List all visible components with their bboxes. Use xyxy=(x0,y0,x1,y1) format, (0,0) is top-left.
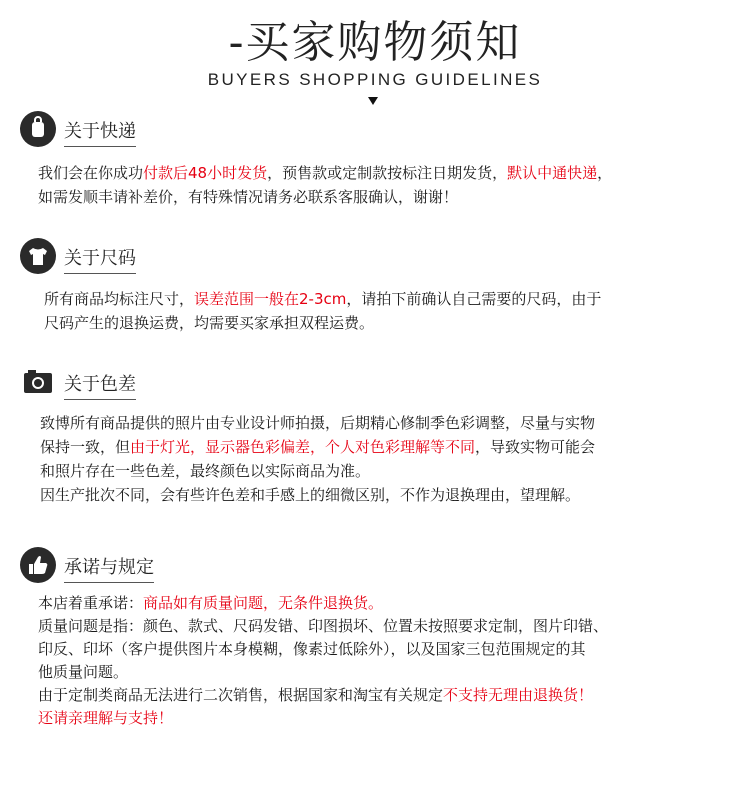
text-segment: ，预售款或定制款按标注日期发货， xyxy=(267,164,508,182)
delivery-line-1 xyxy=(38,161,612,185)
delivery-line-2: 如需发顺丰请补差价，有特殊情况请务必联系客服确认，谢谢！ xyxy=(38,188,459,206)
promise-line-6: 还请亲理解与支持！ xyxy=(38,709,174,727)
section-title-promise: 承诺与规定 xyxy=(64,553,154,583)
section-title-delivery: 关于快递 xyxy=(64,117,136,147)
text-segment: ，请拍下前确认自己需要的尺码，由于 xyxy=(346,290,602,308)
color-line-2 xyxy=(40,435,595,459)
size-line-2: 尺码产生的退换运费，均需要买家承担双程运费。 xyxy=(44,314,375,332)
text-segment: ，导致实物可能会 xyxy=(475,438,596,456)
page-title: -买家购物须知 xyxy=(228,17,522,68)
section-title-size: 关于尺码 xyxy=(64,244,136,274)
promise-line-5 xyxy=(38,683,593,707)
promise-line-3: 印反、印坏（客户提供图片本身模糊，像素过低除外），以及国家三包范围规定的其 xyxy=(38,640,586,658)
text-segment: 我们会在你成功 xyxy=(38,164,144,182)
highlight-text: 付款后48小时发货 xyxy=(143,164,268,182)
highlight-text: 不支持无理由退换货！ xyxy=(443,686,594,704)
text-segment: ， xyxy=(597,164,613,182)
size-line-1 xyxy=(44,287,601,311)
promise-line-1 xyxy=(38,591,383,615)
highlight-text: 误差范围一般在2-3cm xyxy=(194,290,347,308)
highlight-text: 由于灯光，显示器色彩偏差，个人对色彩理解等不同 xyxy=(130,438,476,456)
camera-icon xyxy=(20,364,56,400)
color-line-1: 致博所有商品提供的照片由专业设计师拍摄，后期精心修制季色彩调整，尽量与实物 xyxy=(40,414,596,432)
promise-line-2: 质量问题是指：颜色、款式、尺码发错、印图损坏、位置未按照要求定制，图片印错、 xyxy=(38,617,609,635)
text-segment: 本店着重承诺： xyxy=(38,594,144,612)
promise-line-4: 他质量问题。 xyxy=(38,663,129,681)
text-segment: 由于定制类商品无法进行二次销售，根据国家和淘宝有关规定 xyxy=(38,686,444,704)
tshirt-icon xyxy=(20,238,56,274)
color-line-4: 因生产批次不同，会有些许色差和手感上的细微区别，不作为退换理由，望理解。 xyxy=(40,486,581,504)
thumbs-up-icon xyxy=(20,547,56,583)
color-line-3: 和照片存在一些色差，最终颜色以实际商品为准。 xyxy=(40,462,371,480)
section-title-color: 关于色差 xyxy=(64,370,136,400)
highlight-text: 默认中通快递 xyxy=(507,164,598,182)
highlight-text: 商品如有质量问题，无条件退换货。 xyxy=(143,594,384,612)
text-segment: 所有商品均标注尺寸， xyxy=(44,290,195,308)
down-arrow-icon xyxy=(368,97,378,105)
bag-icon xyxy=(20,111,56,147)
text-segment: 保持一致，但 xyxy=(40,438,131,456)
page-subtitle: BUYERS SHOPPING GUIDELINES xyxy=(207,70,543,89)
